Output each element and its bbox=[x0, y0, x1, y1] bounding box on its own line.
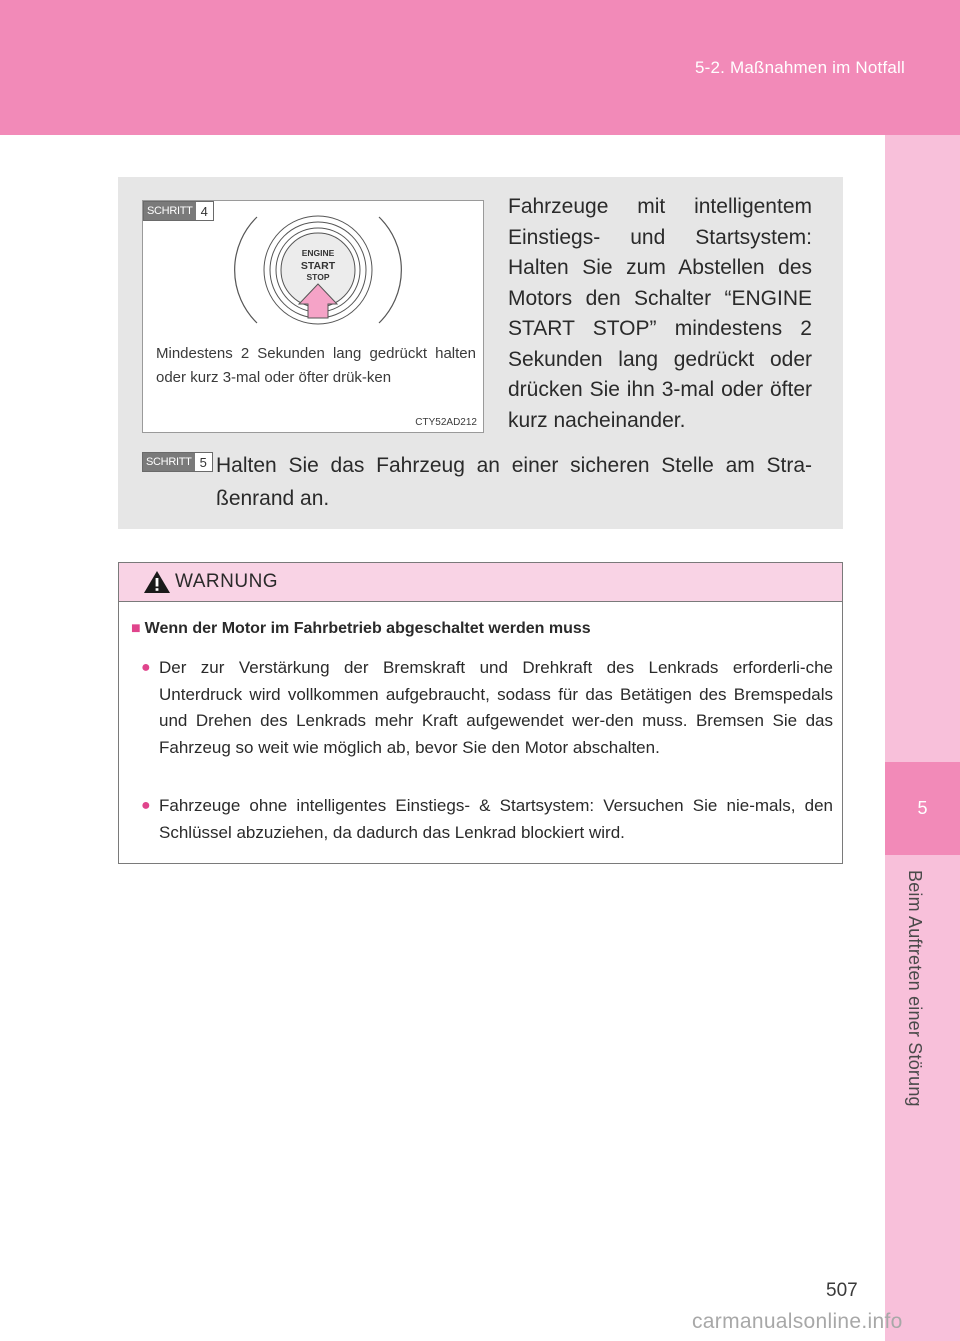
button-text-stop: STOP bbox=[306, 272, 330, 282]
warning-bullet-1 bbox=[141, 655, 833, 761]
warning-bullet-text: Fahrzeuge ohne intelligentes Einstiegs- & Startsystem: Versuchen Sie nie-mals, den Schlüssel abzuziehen, da dadurch das Lenkrad blockiert wird. bbox=[159, 796, 833, 842]
button-text-engine: ENGINE bbox=[301, 248, 335, 258]
square-bullet-icon: ■ bbox=[131, 620, 141, 637]
step-5-badge bbox=[142, 452, 213, 472]
section-reference: 5-2. Maßnahmen im Notfall bbox=[694, 58, 905, 77]
step-4-text: Fahrzeuge mit intelligentem Einstiegs- und Startsystem: Halten Sie zum Abstellen des Motors den Schalter “ENGINE START STOP” mindestens 2 Sekunden lang gedrückt oder drücken Sie ihn 3-mal oder öfter kurz nacheinander. bbox=[508, 195, 812, 432]
round-bullet-icon: ● bbox=[141, 797, 151, 814]
warning-triangle-icon bbox=[143, 570, 171, 594]
warning-bullet-text: Der zur Verstärkung der Bremskraft und Drehkraft des Lenkrads erforderli-che Unterdruck wird vollkommen aufgebraucht, sodass für das Betätigen des Bremspedals und Drehen des Lenkrads mehr Kraft aufgewendet wer-den muss. Bremsen Sie das Fahrzeug so weit wie möglich ab, bevor Sie den Motor abschalten. bbox=[159, 658, 833, 757]
warning-title: WARNUNG bbox=[175, 571, 279, 592]
button-text-start: START bbox=[300, 260, 336, 272]
warning-heading bbox=[131, 620, 591, 638]
engine-button-figure bbox=[142, 200, 484, 433]
step-badge-number: 5 bbox=[195, 453, 212, 471]
step-badge-label: SCHRITT bbox=[143, 453, 195, 471]
press-motion-arc-right bbox=[379, 217, 401, 323]
step-badge-label: SCHRITT bbox=[144, 202, 196, 220]
round-bullet-icon: ● bbox=[141, 659, 151, 676]
watermark: carmanualsonline.info bbox=[692, 1310, 903, 1333]
warning-bullet-2 bbox=[141, 793, 833, 846]
figure-caption: Mindestens 2 Sekunden lang gedrückt halten oder kurz 3-mal oder öfter drük-ken bbox=[156, 345, 476, 386]
page-number: 507 bbox=[826, 1280, 858, 1301]
step-badge-number: 4 bbox=[196, 202, 213, 220]
step-4-badge bbox=[143, 201, 214, 221]
engine-start-stop-button-illustration bbox=[233, 205, 403, 345]
warning-box bbox=[118, 562, 843, 864]
chapter-number: 5 bbox=[917, 798, 928, 818]
figure-code: CTY52AD212 bbox=[415, 417, 477, 428]
warning-heading-text: Wenn der Motor im Fahrbetrieb abgeschaltet werden muss bbox=[144, 620, 591, 637]
warning-header bbox=[119, 563, 842, 602]
step-5-text: Halten Sie das Fahrzeug an einer sicheren Stelle am Stra-ßenrand an. bbox=[216, 454, 812, 510]
chapter-title: Beim Auftreten einer Störung bbox=[905, 870, 925, 1107]
press-motion-arc-left bbox=[235, 217, 257, 323]
